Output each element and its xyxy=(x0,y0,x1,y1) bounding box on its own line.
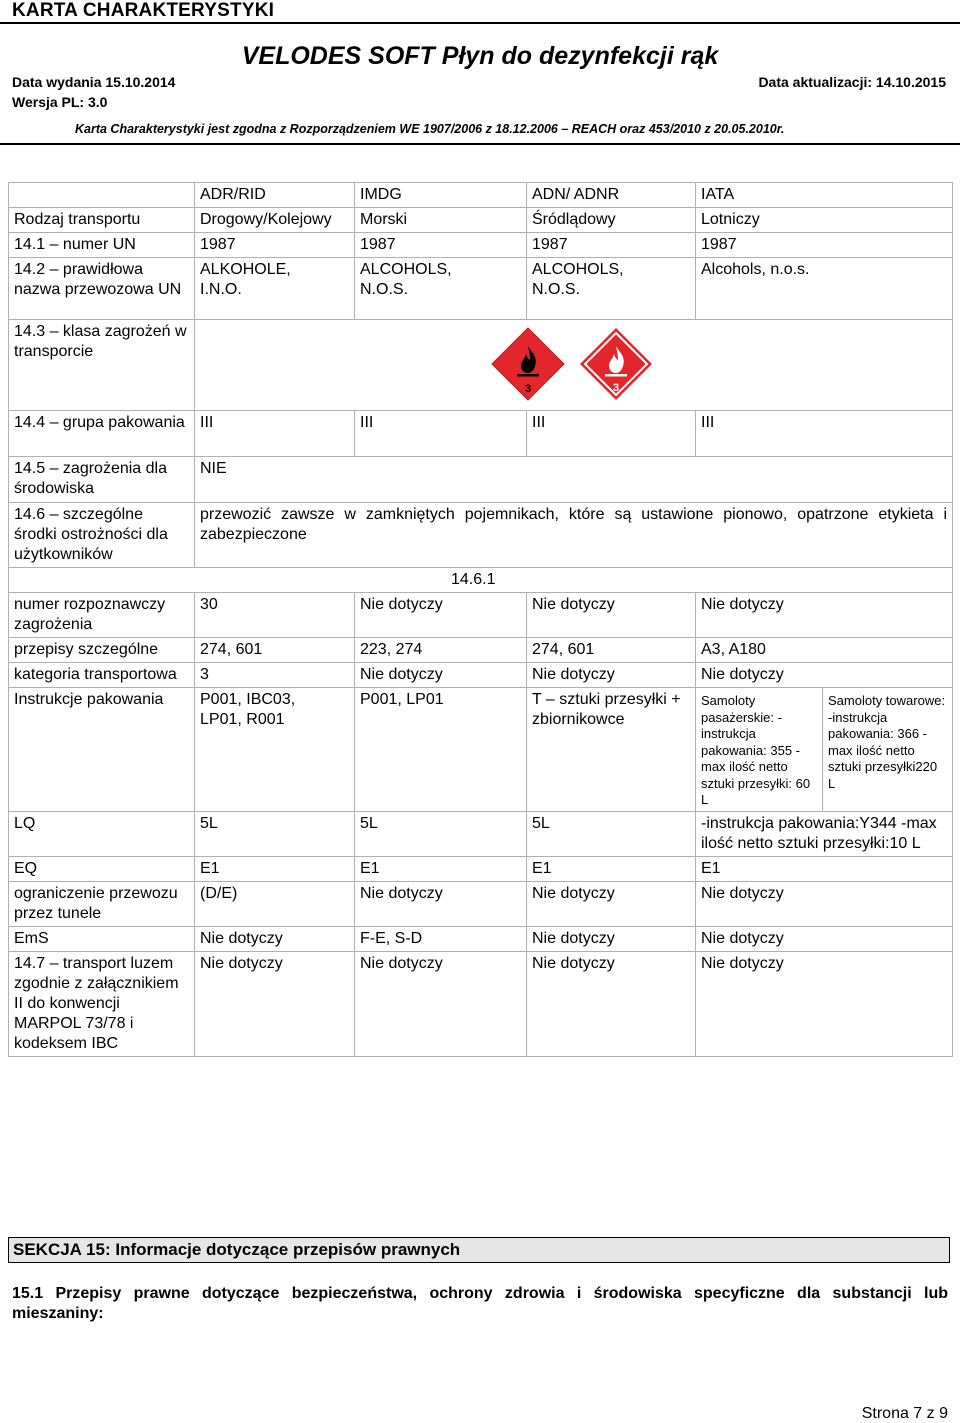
table-row xyxy=(9,258,953,320)
table-row xyxy=(9,411,953,457)
table-row xyxy=(9,457,953,503)
row-label: 14.3 – klasa zagrożeń w transporcie xyxy=(9,320,195,411)
table-row xyxy=(9,503,953,568)
cell: Śródlądowy xyxy=(527,208,696,233)
cell: 5L xyxy=(527,811,696,856)
header-divider xyxy=(0,22,960,24)
cell: E1 xyxy=(696,856,953,881)
pictogram-cell xyxy=(195,320,953,411)
cell: A3, A180 xyxy=(696,638,953,663)
cell: Drogowy/Kolejowy xyxy=(195,208,355,233)
cell: E1 xyxy=(195,856,355,881)
table-row xyxy=(9,568,953,593)
regulation-note: Karta Charakterystyki jest zgodna z Rozporządzeniem WE 1907/2006 z 18.12.2006 – REACH oraz 453/2010 z 20.05.2010r. xyxy=(75,122,785,136)
row-label: Instrukcje pakowania xyxy=(9,688,195,812)
table-row xyxy=(9,233,953,258)
cell: Nie dotyczy xyxy=(696,663,953,688)
cell: Nie dotyczy xyxy=(527,593,696,638)
subheading-cell: 14.6.1 xyxy=(9,568,953,593)
cell: T – sztuki przesyłki + zbiornikowce xyxy=(527,688,696,812)
row-label: 14.2 – prawidłowa nazwa przewozowa UN xyxy=(9,258,195,320)
row-label: EmS xyxy=(9,926,195,951)
cell xyxy=(355,258,527,320)
cell: 1987 xyxy=(696,233,953,258)
col-header-imdg: IMDG xyxy=(355,183,527,208)
cell: P001, LP01 xyxy=(355,688,527,812)
col-header-adr: ADR/RID xyxy=(195,183,355,208)
cell: Nie dotyczy xyxy=(195,926,355,951)
cell: III xyxy=(355,411,527,457)
cell: Nie dotyczy xyxy=(355,663,527,688)
table-row xyxy=(9,856,953,881)
section-15-heading: SEKCJA 15: Informacje dotyczące przepisów prawnych xyxy=(8,1237,950,1263)
cell: 3 xyxy=(195,663,355,688)
row-label: numer rozpoznawczy zagrożenia xyxy=(9,593,195,638)
cell: F-E, S-D xyxy=(355,926,527,951)
table-row xyxy=(9,881,953,926)
cell xyxy=(195,258,355,320)
row-label: 14.7 – transport luzem zgodnie z załącznikiem II do konwencji MARPOL 73/78 i kodeksem IBC xyxy=(9,951,195,1056)
version: Wersja PL: 3.0 xyxy=(12,94,108,110)
cell: NIE xyxy=(195,457,953,503)
table-header-row xyxy=(9,183,953,208)
cell: 1987 xyxy=(355,233,527,258)
shipping-name-imdg: ALCOHOLS, N.O.S. xyxy=(360,261,452,298)
shipping-name-adr: ALKOHOLE, I.N.O. xyxy=(200,261,291,298)
cell: 30 xyxy=(195,593,355,638)
row-label: ograniczenie przewozu przez tunele xyxy=(9,881,195,926)
transport-table xyxy=(8,182,953,1057)
shipping-name-adn: ALCOHOLS, N.O.S. xyxy=(532,261,624,298)
cell: Nie dotyczy xyxy=(527,663,696,688)
cell: III xyxy=(696,411,953,457)
cell: Nie dotyczy xyxy=(696,881,953,926)
cell: E1 xyxy=(355,856,527,881)
row-label: LQ xyxy=(9,811,195,856)
cell: 5L xyxy=(355,811,527,856)
page-number: Strona 7 z 9 xyxy=(861,1405,948,1422)
cell: 5L xyxy=(195,811,355,856)
header-divider-bottom xyxy=(0,143,960,145)
hazard-pictogram-flame-1 xyxy=(490,326,566,408)
cell: Nie dotyczy xyxy=(696,951,953,1056)
cell: Alcohols, n.o.s. xyxy=(696,258,953,320)
row-label: 14.6 – szczególne środki ostrożności dla użytkowników xyxy=(9,503,195,568)
cell xyxy=(527,258,696,320)
row-label: przepisy szczególne xyxy=(9,638,195,663)
row-label: 14.4 – grupa pakowania xyxy=(9,411,195,457)
cell: Nie dotyczy xyxy=(696,926,953,951)
col-header-iata: IATA xyxy=(696,183,953,208)
cell: przewozić zawsze w zamkniętych pojemnikach, które są ustawione pionowo, opatrzone etykieta i zabezpieczone xyxy=(195,503,953,568)
cell: Nie dotyczy xyxy=(527,926,696,951)
table-row xyxy=(9,926,953,951)
cell: Nie dotyczy xyxy=(195,951,355,1056)
table-row xyxy=(9,688,953,812)
hazard-pictogram-flame-2 xyxy=(578,326,654,408)
update-date: Data aktualizacji: 14.10.2015 xyxy=(758,74,946,90)
packing-adr: P001, IBC03, LP01, R001 xyxy=(200,691,296,728)
cell: Nie dotyczy xyxy=(696,593,953,638)
cell: 1987 xyxy=(195,233,355,258)
cell: Nie dotyczy xyxy=(527,951,696,1056)
row-label: Rodzaj transportu xyxy=(9,208,195,233)
table-row xyxy=(9,951,953,1056)
cell: E1 xyxy=(527,856,696,881)
cell: Nie dotyczy xyxy=(355,881,527,926)
cell: Nie dotyczy xyxy=(355,593,527,638)
cell: -instrukcja pakowania:Y344 -max ilość netto sztuki przesyłki:10 L xyxy=(696,811,953,856)
cell: Lotniczy xyxy=(696,208,953,233)
cell: Morski xyxy=(355,208,527,233)
cell: III xyxy=(527,411,696,457)
pictogram-number: 3 xyxy=(613,382,620,394)
product-name: VELODES SOFT Płyn do dezynfekcji rąk xyxy=(241,42,719,70)
cell: III xyxy=(195,411,355,457)
cell: 223, 274 xyxy=(355,638,527,663)
section-15-1-heading: 15.1 Przepisy prawne dotyczące bezpieczeństwa, ochrony zdrowia i środowiska specyficzne dla substancji lub mieszaniny: xyxy=(12,1285,948,1322)
table-row xyxy=(9,320,953,411)
row-label: EQ xyxy=(9,856,195,881)
row-label: 14.1 – numer UN xyxy=(9,233,195,258)
cell: 1987 xyxy=(527,233,696,258)
cell xyxy=(195,688,355,812)
table-row xyxy=(9,638,953,663)
table-row xyxy=(9,663,953,688)
table-row xyxy=(9,208,953,233)
row-label: 14.5 – zagrożenia dla środowiska xyxy=(9,457,195,503)
cell: (D/E) xyxy=(195,881,355,926)
table-row xyxy=(9,593,953,638)
cell: Samoloty pasażerskie: -instrukcja pakowania: 355 -max ilość netto sztuki przesyłki: 60 L xyxy=(696,688,823,812)
pictogram-number: 3 xyxy=(524,383,532,395)
cell: Nie dotyczy xyxy=(527,881,696,926)
issue-date: Data wydania 15.10.2014 xyxy=(12,74,176,90)
cell: 274, 601 xyxy=(527,638,696,663)
table-row xyxy=(9,811,953,856)
col-header-adn: ADN/ ADNR xyxy=(527,183,696,208)
row-label: kategoria transportowa xyxy=(9,663,195,688)
cell: Samoloty towarowe: -instrukcja pakowania: 366 -max ilość netto sztuki przesyłki220 L xyxy=(823,688,953,812)
document-title: KARTA CHARAKTERYSTYKI xyxy=(12,0,275,21)
header-empty-cell xyxy=(9,183,195,208)
cell: Nie dotyczy xyxy=(355,951,527,1056)
cell: 274, 601 xyxy=(195,638,355,663)
